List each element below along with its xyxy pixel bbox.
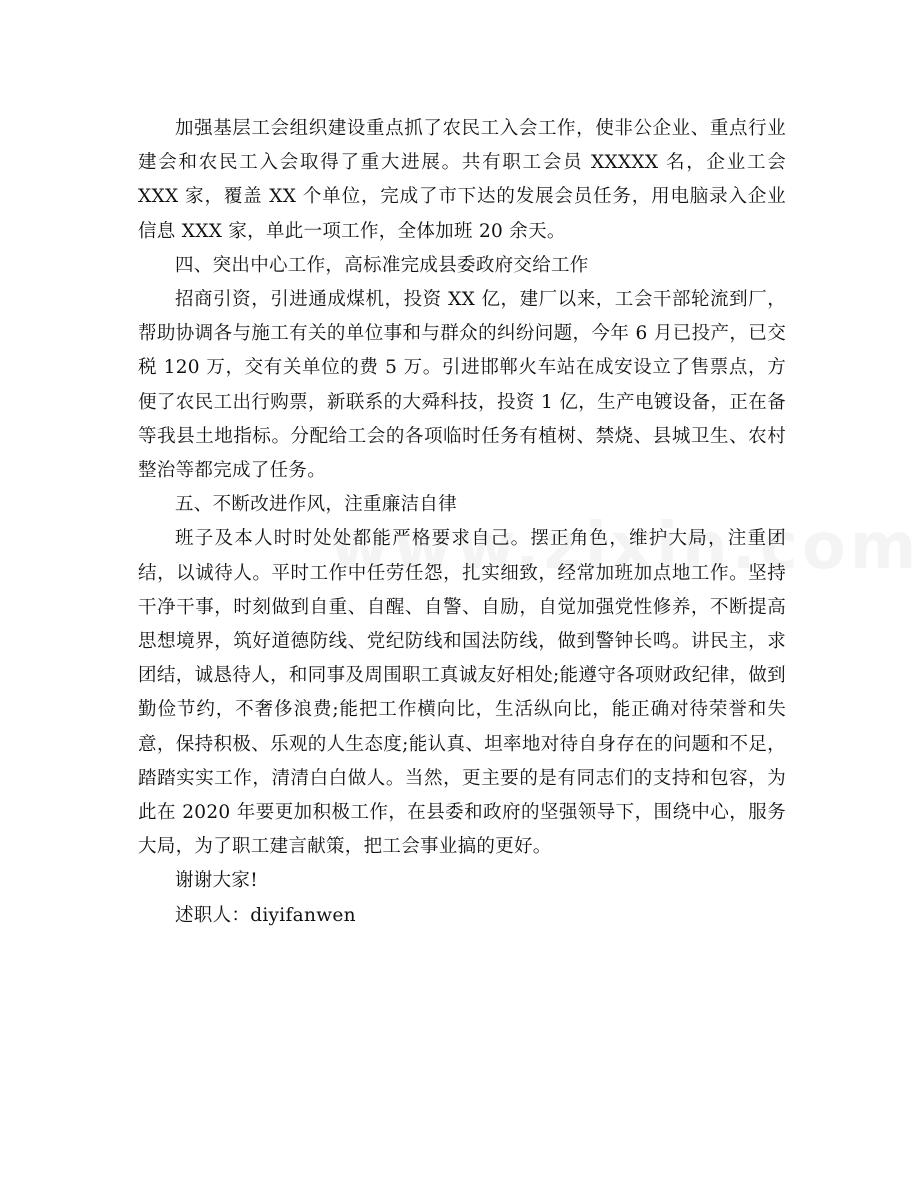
document-page (138, 112, 786, 933)
closing-thanks: 谢谢大家! (175, 870, 258, 892)
paragraph-investment: 招商引资，引进通成煤机，投资 XX 亿，建厂以来，工会干部轮流到厂，帮助协调各与施工有关的单位事和与群众的纠纷问题，今年 6 月已投产，已交税 120 万，交有关单位的费 5 万。引进邯郸火车站在成安设立了售票点，方便了农民工出行购票，新联系的大舜科技，投资 1 亿，生产电镀设备，正在备等我县土地指标。分配给工会的各项临时任务有植树、禁烧、县城卫生、农村整治等都完成了任务。 (138, 289, 786, 482)
signature-line: 述职人：diyifanwen (175, 904, 356, 926)
paragraph-union-building: 加强基层工会组织建设重点抓了农民工入会工作，使非公企业、重点行业建会和农民工入会取得了重大进展。共有职工会员 XXXXX 名，企业工会 XXX 家，覆盖 XX 个单位，完成了市下达的发展会员任务，用电脑录入企业信息 XXX 家，单此一项工作，全体加班 20 余天。 (138, 118, 786, 242)
section-heading-four: 四、突出中心工作，高标准完成县委政府交给工作 (175, 254, 589, 276)
section-heading-five: 五、不断改进作风，注重廉洁自律 (175, 494, 458, 516)
paragraph-self-discipline: 班子及本人时时处处都能严格要求自己。摆正角色，维护大局，注重团结，以诚待人。平时工作中任劳任怨，扎实细致，经常加班加点地工作。坚持干净干事，时刻做到自重、自醒、自警、自励，自觉加强党性修养，不断提高思想境界，筑好道德防线、党纪防线和国法防线，做到警钟长鸣。讲民主，求团结，诚恳待人，和同事及周围职工真诚友好相处;能遵守各项财政纪律，做到勤俭节约，不奢侈浪费;能把工作横向比，生活纵向比，能正确对待荣誉和失意，保持积极、乐观的人生态度;能认真、坦率地对待自身存在的问题和不足，踏踏实实工作，清清白白做人。当然，更主要的是有同志们的支持和包容，为此在 2020 年要更加积极工作，在县委和政府的坚强领导下，围绕中心，服务大局，为了职工建言献策，把工会事业搞的更好。 (138, 528, 786, 858)
